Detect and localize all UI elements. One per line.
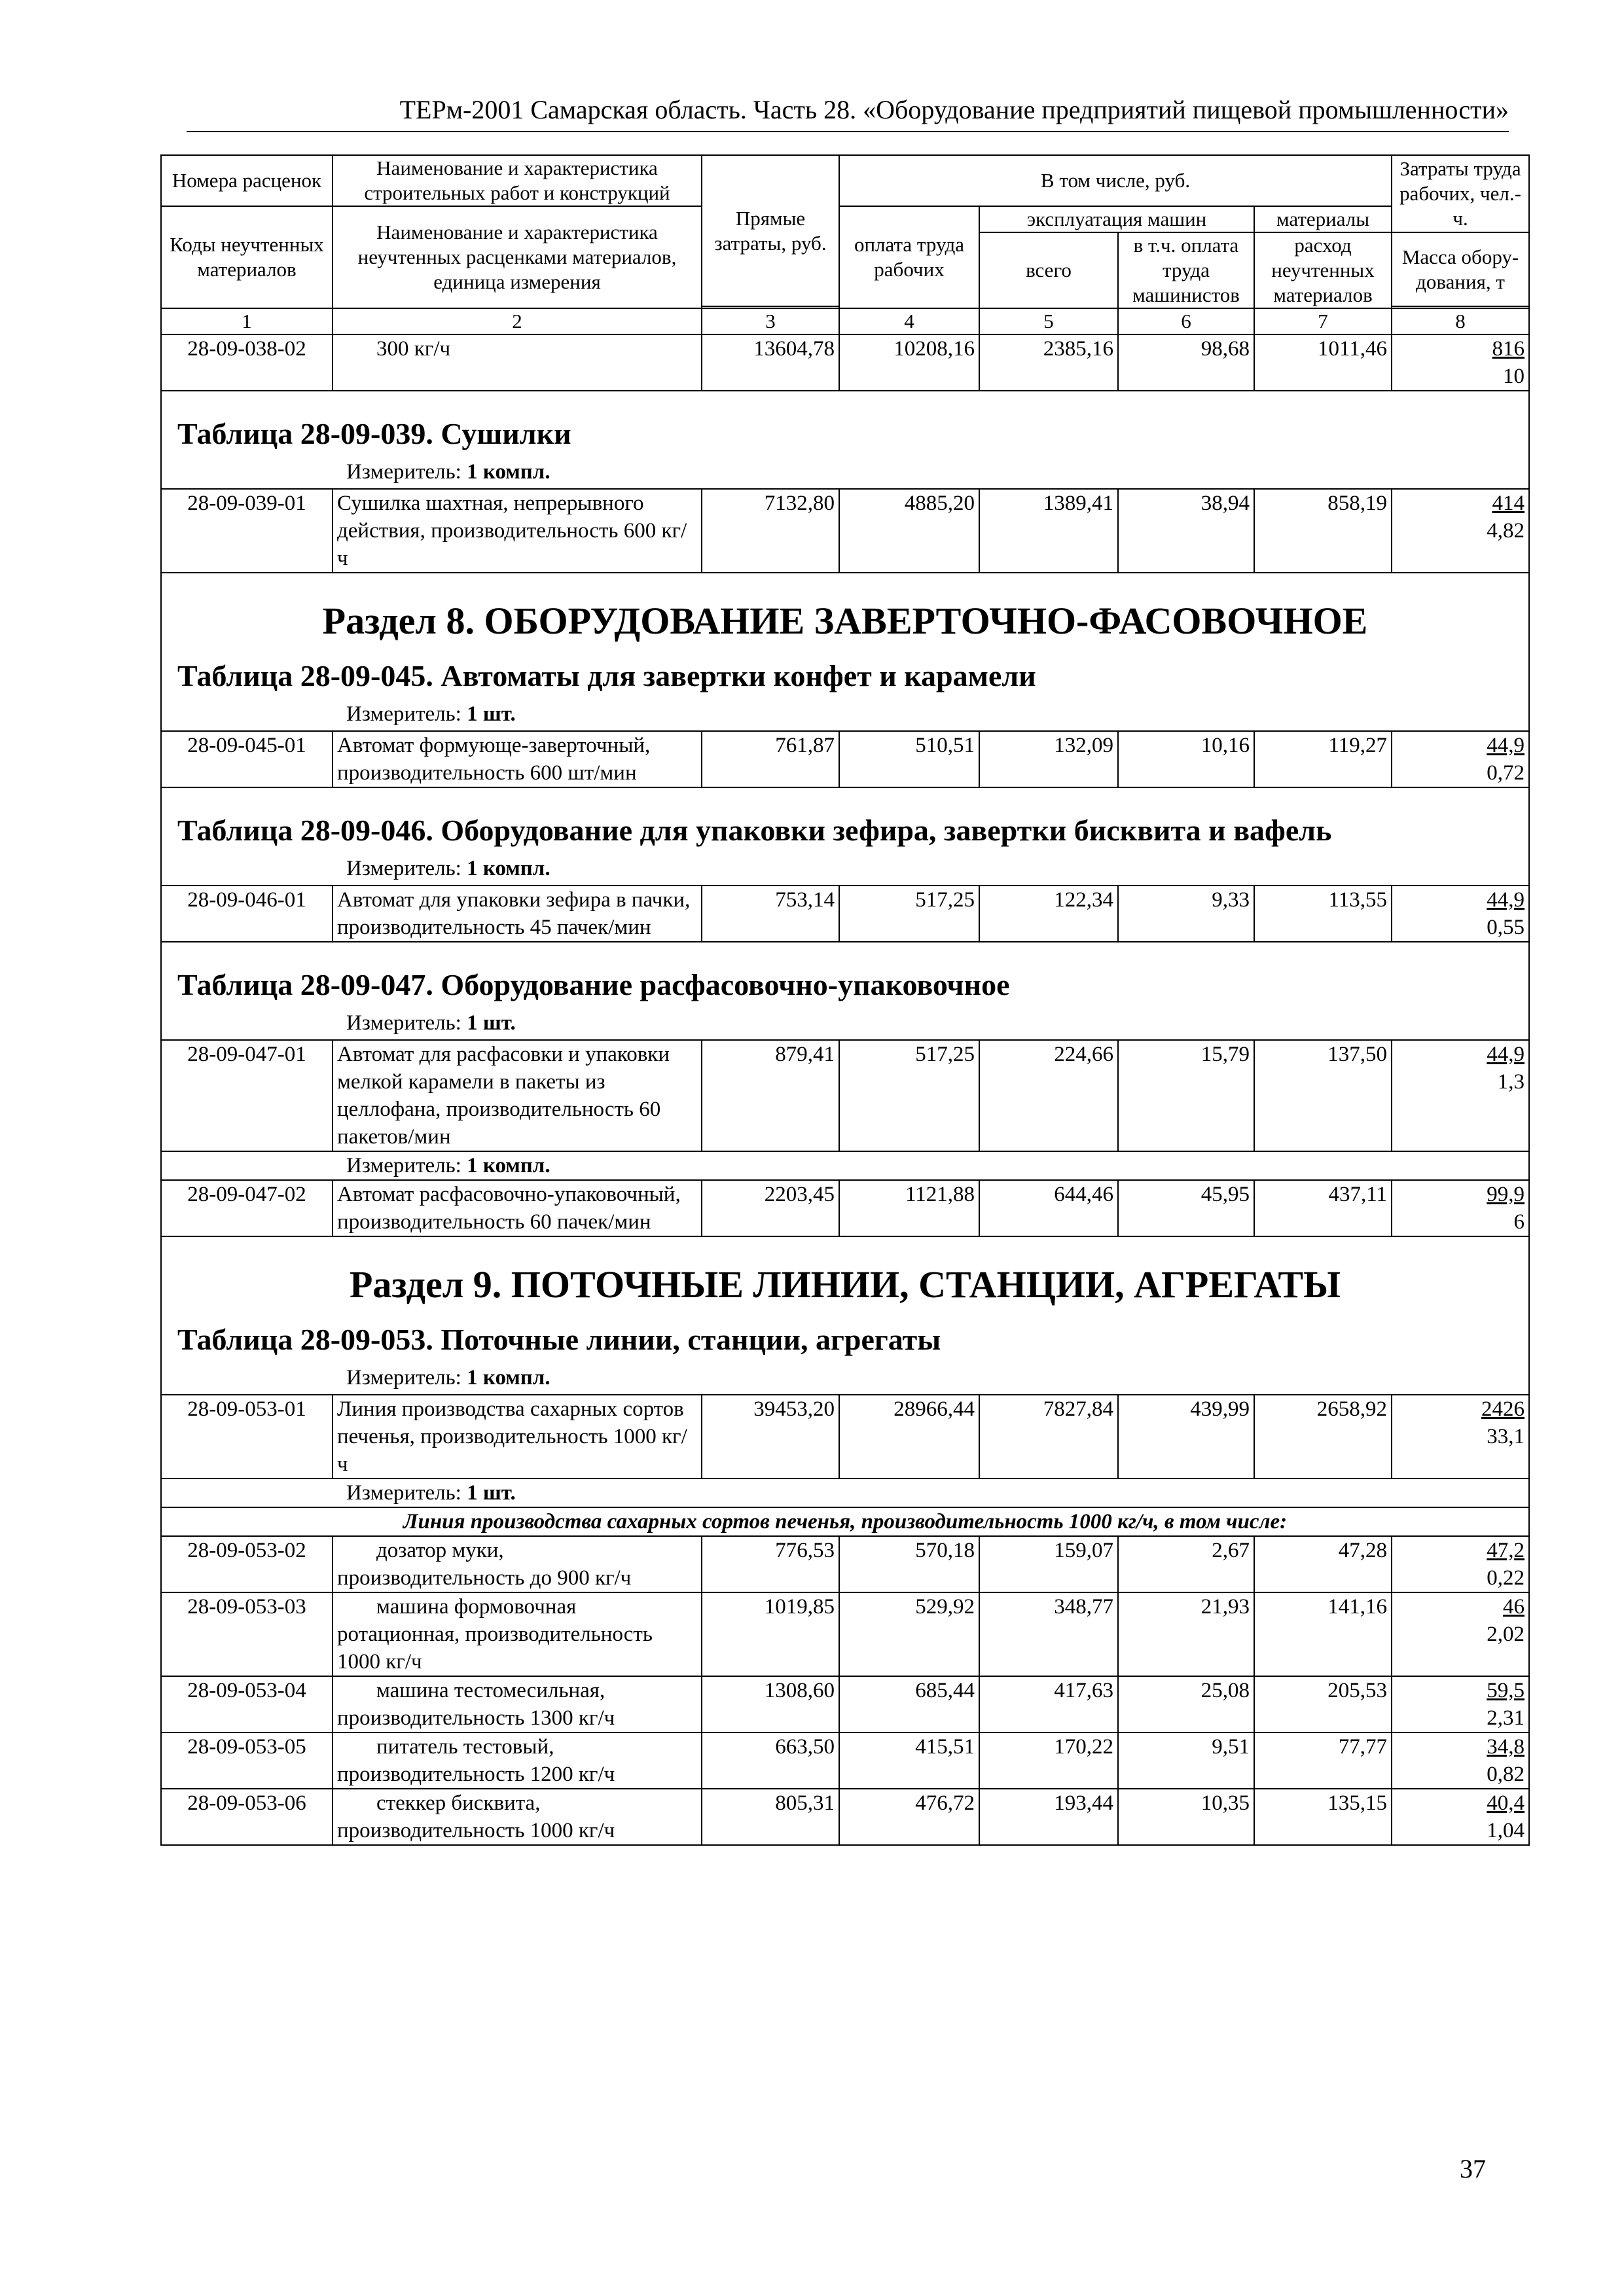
machinist-pay: 15,79 [1118,1040,1254,1151]
labor-hours: 47,2 [1487,1539,1525,1562]
col-head-ekspl: эксплуатация машин [979,206,1254,232]
rate-name-first: дозатор муки, [376,1539,504,1562]
col-number: 4 [839,308,979,334]
rate-code: 28-09-053-04 [161,1676,333,1732]
col-head-pryamye: Прямые затраты, руб. [702,155,839,306]
labor-mass-cell [1392,1180,1529,1236]
measure-cell [161,1361,1529,1395]
machine-total: 122,34 [979,886,1118,942]
machinist-pay: 10,16 [1118,731,1254,787]
table-title-cell [161,787,1529,852]
col-number: 8 [1392,308,1529,334]
col-number: 3 [702,308,839,334]
direct-cost: 805,31 [702,1789,839,1845]
col-head-vtom: В том числе, руб. [839,155,1392,206]
rate-name: Автомат для расфасовки и упаковки мелкой карамели в пакеты из целлофана, производительность 60 пакетов/мин [333,1040,702,1151]
measure-cell [161,1007,1529,1040]
group-row [161,1507,1529,1536]
rate-name: Автомат для упаковки зефира в пачки, производительность 45 пачек/мин [333,886,702,942]
table-title-cell [161,942,1529,1007]
equipment-mass: 2,02 [1487,1623,1525,1646]
labor-hours: 414 [1492,492,1525,515]
materials: 205,53 [1254,1676,1392,1732]
table-row [161,1676,1529,1732]
labor-hours: 59,5 [1487,1679,1525,1702]
labor-mass-cell [1392,1536,1529,1592]
measure-row [161,1151,1529,1180]
labor-pay: 685,44 [839,1676,979,1732]
table-row [161,1536,1529,1592]
machine-total: 1389,41 [979,489,1118,573]
equipment-mass: 6 [1513,1210,1525,1234]
measure-row [161,852,1529,886]
direct-cost: 753,14 [702,886,839,942]
measure-value: 1 шт. [467,702,516,726]
machine-total: 348,77 [979,1592,1118,1676]
col-head-zatraty: Затраты труда рабочих, чел.-ч. [1392,155,1529,232]
rate-code: 28-09-038-02 [161,334,333,391]
rate-code: 28-09-053-06 [161,1789,333,1845]
measure-value: 1 шт. [467,1481,516,1505]
measure-row [161,698,1529,731]
measure-row [161,456,1529,489]
rate-code: 28-09-053-05 [161,1732,333,1789]
rate-name-first: машина формовочная [376,1595,577,1619]
direct-cost: 761,87 [702,731,839,787]
labor-mass-cell [1392,886,1529,942]
table-title: Таблица 28-09-053. Поточные линии, станции, агрегаты [177,1323,941,1356]
machinist-pay: 10,35 [1118,1789,1254,1845]
labor-pay: 517,25 [839,886,979,942]
table-title-row [161,787,1529,852]
measure-value: 1 компл. [467,460,550,484]
labor-hours: 816 [1492,337,1525,361]
col-number: 1 [161,308,333,334]
table-title-row [161,942,1529,1007]
labor-mass-cell [1392,1732,1529,1789]
table-row [161,1395,1529,1479]
machine-total: 159,07 [979,1536,1118,1592]
col-head-naimen2: Наименование и характеристика неучтенных расценками материалов, единица измерения [333,206,702,308]
rate-name-rest: производительность 1200 кг/ч [337,1763,615,1786]
labor-mass-cell [1392,731,1529,787]
header-row-1 [161,155,1529,206]
col-head-vtch: в т.ч. оплата труда машинистов [1118,232,1254,308]
table-title-row [161,391,1529,456]
measure-row [161,1479,1529,1507]
materials: 47,28 [1254,1536,1392,1592]
measure-label: Измеритель: [346,1481,461,1505]
price-table [160,154,1530,1846]
labor-mass-cell [1392,1592,1529,1676]
rate-name: Линия производства сахарных сортов печенья, производительность 1000 кг/ч [333,1395,702,1479]
labor-hours: 44,9 [1487,888,1525,912]
measure-cell [161,852,1529,886]
equipment-mass: 0,72 [1487,761,1525,785]
direct-cost: 39453,20 [702,1395,839,1479]
labor-hours: 40,4 [1487,1791,1525,1815]
page-number: 37 [1460,2154,1486,2183]
labor-pay: 415,51 [839,1732,979,1789]
measure-label: Измеритель: [346,1366,461,1390]
price-table-wrapper [160,154,1528,1846]
machine-total: 644,46 [979,1180,1118,1236]
rate-code: 28-09-047-02 [161,1180,333,1236]
machinist-pay: 38,94 [1118,489,1254,573]
table-title-cell [161,648,1529,698]
equipment-mass: 33,1 [1487,1425,1525,1448]
labor-mass-cell [1392,1040,1529,1151]
materials: 141,16 [1254,1592,1392,1676]
col-head-mat: материалы [1254,206,1392,232]
machinist-pay: 439,99 [1118,1395,1254,1479]
measure-cell [161,698,1529,731]
direct-cost: 1019,85 [702,1592,839,1676]
materials: 113,55 [1254,886,1392,942]
machinist-pay: 98,68 [1118,334,1254,391]
labor-pay: 28966,44 [839,1395,979,1479]
machine-total: 417,63 [979,1676,1118,1732]
col-head-oplata: оплата труда рабочих [839,206,979,308]
labor-pay: 1121,88 [839,1180,979,1236]
materials: 858,19 [1254,489,1392,573]
col-head-nomera: Номера расценок [161,155,333,206]
rate-name-first: питатель тестовый, [376,1735,554,1759]
labor-hours: 99,9 [1487,1183,1525,1206]
direct-cost: 663,50 [702,1732,839,1789]
machinist-pay: 25,08 [1118,1676,1254,1732]
rate-name [333,1789,702,1845]
measure-cell [161,1151,1529,1180]
table-title-cell [161,1312,1529,1361]
table-row [161,731,1529,787]
rate-name: Автомат формующе-заверточный, производительность 600 шт/мин [333,731,702,787]
col-head-naimen: Наименование и характеристика строительных работ и конструкций [333,155,702,206]
equipment-mass: 10 [1503,365,1525,388]
labor-mass-cell [1392,1676,1529,1732]
machinist-pay: 9,33 [1118,886,1254,942]
measure-label: Измеритель: [346,1154,461,1177]
labor-mass-cell [1392,1395,1529,1479]
measure-row [161,1007,1529,1040]
measure-label: Измеритель: [346,460,461,484]
table-title-row [161,1312,1529,1361]
rate-name [333,334,702,391]
rate-code: 28-09-045-01 [161,731,333,787]
equipment-mass: 0,55 [1487,916,1525,939]
rate-name-rest: производительность до 900 кг/ч [337,1566,632,1590]
labor-pay: 517,25 [839,1040,979,1151]
machinist-pay: 45,95 [1118,1180,1254,1236]
equipment-mass: 0,22 [1487,1566,1525,1590]
table-row [161,1592,1529,1676]
measure-row [161,1361,1529,1395]
materials: 77,77 [1254,1732,1392,1789]
rate-name [333,1676,702,1732]
measure-label: Измеритель: [346,702,461,726]
rate-code: 28-09-053-01 [161,1395,333,1479]
col-number: 6 [1118,308,1254,334]
table-title: Таблица 28-09-039. Сушилки [177,417,571,450]
table-title-row [161,648,1529,698]
labor-hours: 2426 [1481,1397,1525,1421]
labor-hours: 46 [1503,1595,1525,1619]
equipment-mass: 2,31 [1487,1706,1525,1730]
materials: 135,15 [1254,1789,1392,1845]
section-title: Раздел 9. ПОТОЧНЫЕ ЛИНИИ, СТАНЦИИ, АГРЕГАТЫ [161,1236,1529,1312]
labor-pay: 529,92 [839,1592,979,1676]
labor-pay: 570,18 [839,1536,979,1592]
col-head-kody: Коды неучтенных материалов [161,206,333,308]
table-title-cell [161,391,1529,456]
equipment-mass: 1,3 [1497,1070,1525,1094]
equipment-mass: 0,82 [1487,1763,1525,1786]
labor-hours: 44,9 [1487,734,1525,757]
labor-mass-cell [1392,489,1529,573]
header-row-2 [161,206,1529,232]
rate-name: Автомат расфасовочно-упаковочный, производительность 60 пачек/мин [333,1180,702,1236]
machine-total: 7827,84 [979,1395,1118,1479]
rate-name-rest: ротационная, производительность 1000 кг/ч [337,1623,653,1674]
materials: 2658,92 [1254,1395,1392,1479]
rate-name-rest: производительность 1300 кг/ч [337,1706,615,1730]
direct-cost: 2203,45 [702,1180,839,1236]
rate-code: 28-09-039-01 [161,489,333,573]
table-row [161,1040,1529,1151]
machine-total: 224,66 [979,1040,1118,1151]
machine-total: 2385,16 [979,334,1118,391]
col-head-vsego: всего [979,232,1118,308]
col-head-massa: Масса обору-дования, т [1392,232,1529,306]
table-row [161,886,1529,942]
labor-hours: 44,9 [1487,1043,1525,1066]
section-title-row [161,573,1529,648]
table-title: Таблица 28-09-045. Автоматы для завертки конфет и карамели [177,659,1036,692]
direct-cost: 776,53 [702,1536,839,1592]
measure-value: 1 компл. [467,1154,550,1177]
measure-value: 1 компл. [467,857,550,880]
table-row [161,1732,1529,1789]
measure-value: 1 шт. [467,1011,516,1035]
machinist-pay: 2,67 [1118,1536,1254,1592]
measure-label: Измеритель: [346,1011,461,1035]
direct-cost: 7132,80 [702,489,839,573]
section-title-row [161,1236,1529,1312]
labor-pay: 476,72 [839,1789,979,1845]
measure-cell [161,456,1529,489]
equipment-mass: 1,04 [1487,1819,1525,1842]
rate-name-rest: производительность 1000 кг/ч [337,1819,615,1842]
materials: 137,50 [1254,1040,1392,1151]
running-header: ТЕРм-2001 Самарская область. Часть 28. «Оборудование предприятий пищевой промышленности» [187,92,1509,132]
rate-name [333,1536,702,1592]
labor-pay: 510,51 [839,731,979,787]
machine-total: 170,22 [979,1732,1118,1789]
rate-code: 28-09-053-02 [161,1536,333,1592]
materials: 437,11 [1254,1180,1392,1236]
rate-name: Сушилка шахтная, непрерывного действия, производительность 600 кг/ч [333,489,702,573]
direct-cost: 1308,60 [702,1676,839,1732]
measure-label: Измеритель: [346,857,461,880]
measure-cell [161,1479,1529,1507]
table-title: Таблица 28-09-047. Оборудование расфасовочно-упаковочное [177,968,1010,1001]
materials: 1011,46 [1254,334,1392,391]
rate-name [333,1592,702,1676]
machine-total: 193,44 [979,1789,1118,1845]
table-row [161,334,1529,391]
column-numbers-row [161,308,1529,334]
labor-mass-cell [1392,1789,1529,1845]
materials: 119,27 [1254,731,1392,787]
labor-mass-cell [1392,334,1529,391]
equipment-mass: 4,82 [1487,519,1525,543]
col-number: 5 [979,308,1118,334]
rate-code: 28-09-053-03 [161,1592,333,1676]
col-number: 7 [1254,308,1392,334]
rate-name-first: стеккер бисквита, [376,1791,541,1815]
rate-code: 28-09-047-01 [161,1040,333,1151]
table-title: Таблица 28-09-046. Оборудование для упаковки зефира, завертки бисквита и вафель [177,814,1332,847]
direct-cost: 879,41 [702,1040,839,1151]
table-row [161,489,1529,573]
machine-total: 132,09 [979,731,1118,787]
labor-pay: 4885,20 [839,489,979,573]
direct-cost: 13604,78 [702,334,839,391]
table-row [161,1789,1529,1845]
col-head-rashod: расход неучтенных материалов [1254,232,1392,308]
group-title: Линия производства сахарных сортов печенья, производительность 1000 кг/ч, в том числе: [161,1507,1529,1536]
labor-pay: 10208,16 [839,334,979,391]
rate-name-first: машина тестомесильная, [376,1679,605,1702]
machinist-pay: 21,93 [1118,1592,1254,1676]
labor-hours: 34,8 [1487,1735,1525,1759]
rate-name-text: 300 кг/ч [376,337,451,361]
machinist-pay: 9,51 [1118,1732,1254,1789]
rate-name [333,1732,702,1789]
rate-code: 28-09-046-01 [161,886,333,942]
section-title: Раздел 8. ОБОРУДОВАНИЕ ЗАВЕРТОЧНО-ФАСОВОЧНОЕ [161,573,1529,648]
table-row [161,1180,1529,1236]
measure-value: 1 компл. [467,1366,550,1390]
col-number: 2 [333,308,702,334]
